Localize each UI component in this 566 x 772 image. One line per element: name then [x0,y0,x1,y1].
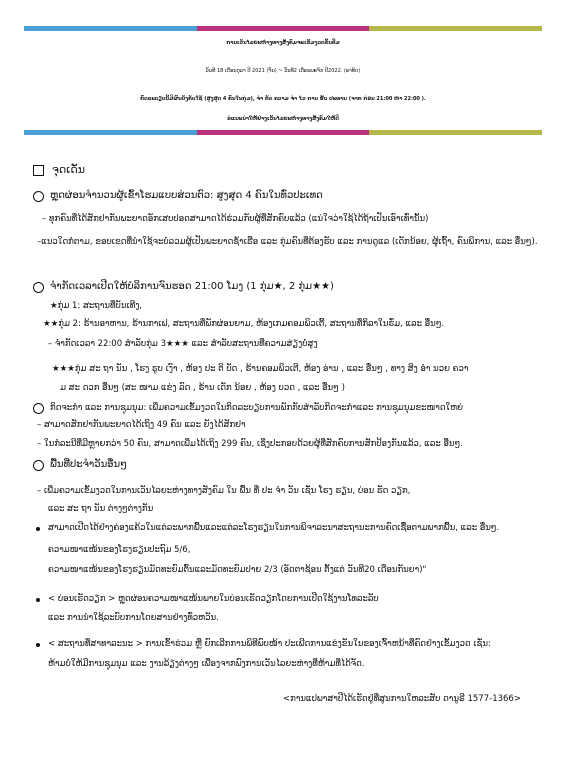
item4-line-d1: < ສະຖານທີ່ສາທາລະນະ > ການເຂົ້າຮ່ວມ ຫຼື ຍົກເລີກການພິທີພົບໜ້າ ປະເພີດການແຂ່ງຂັນໃນຂອງເຈົ້າຫນ້າທີ່ຄົດຢ່າງເຂັ້ມງວດ ເຊັ່ນ: [48,639,491,649]
bottom-color-bar [24,130,542,135]
bottom-bar-magenta [197,130,370,135]
item4-line-a1: – ເພີ່ມຄວາມເຂັ້ມງວດໃນການເວັນໄລຍະຫ່າງທາງສັງຄົມ ໃນ ພື້ນ ທີ່ ປະ ຈຳ ວັນ ເຊັ່ນ ໂຮງ ຮຽນ, ບ່ອນ ຮັດ ວຽກ, [37,486,411,496]
bullet-dot-icon [36,527,40,531]
page-title: ການເວັນໄລຍະຫ່າງທາງສັງຄົມຈະເຂັ້ມງວດຂຶ້ນຕື່ມ [226,40,340,46]
bullet-circle-icon [33,403,44,414]
item4-line-b3: ຄວາມໜາແໜ້ນຂອງໂຮງຮຽນມັດທະຍົມຕົ້ນແລະມັດທະຍົມປາຍ 2/3 (ອັດຕາຊ້ອນ ຕັ້ງແຕ່ ວັນທີ20 ເດືອນກັນຍາ)" [48,565,427,575]
item2-group2: ★★ກຸ່ມ 2: ຮ້ານອາຫານ, ຮ້ານກາເຟ, ສະຖານທີ່ພັກຜ່ອນຍາມ, ຫ້ອງເກມຄອມພິວເຕີ້, ສະຖານທີ່ກິລາໃນຮົ່ມ, ແລະ ອື່ນໆ. [43,319,445,329]
item4-line-c2: ແລະ ການນຳໃຊ້ລະບົບການໂດຍສານຢ່າງທົ່ວຫວັນ. [48,613,219,623]
item2-group1: ★ກຸ່ມ 1: ສະຖານທີ່ບັນເທີງ, [50,301,143,311]
item1-note1: – ທຸກຄົນທີ່ໄດ້ສັກຢາກັນພະຍາດອັກເສບປອດສາມາດໄດ້ຮ່ວມກັບຜູ້ທີ່ສັກຄົບແລ້ວ (ແນ່ໃຈວ່າໃຊ້ໄດ້ຖ້າເປັນເອົາເທົ່ານັ້ນ) [42,214,429,224]
bullet-dot-icon [36,598,40,602]
item1-note2: –ແນວໃດກໍຕາມ, ຂອບເຂດທີ່ນຳໃຊ້ຈະບໍ່ລວມຜູ້ເປັນພະຍາດຊ້ຳເຮືອ ແລະ ກຸ່ມຄົນທີ່ຕ້ອງຮັບ ແລະ ການດູແລ (ເດັກນ້ອຍ, ຜູ້ເຖົ້າ, ຄົນພິການ, ແລະ ອື່ນໆ). [37,237,538,247]
item4-line-c1: < ບ່ອນເຮັດວຽກ > ຫຼຸດຜ່ອນຄວາມໜາແໜ້ນພາຍໃນບ່ອນເຮັດວຽກໂດຍການເປີດໃຊ້ງານໂທລະລັບ [48,594,379,604]
item3-note1: – ສາມາດສັກຢາກັນພະຍາດໄດ້ເຖິງ 49 ຄົນ ແລະ ຍັງໄດ້ສັກຢາ [37,420,246,430]
item3-title: ກິດຈະກຳ ແລະ ການຊຸມນຸມ: ເພີ່ມຄວາມເຂັ້ມງວດໃນກິດລະບຽບການພັກກັບສຳລັບກິດຈະກຳແລະ ການຊຸມນຸມຂະໜາດໃຫຍ່ [50,403,463,413]
top-color-bar [24,26,542,31]
top-bar-blue [24,26,197,31]
bullet-dot-icon [36,643,40,647]
item4-line-d2: ຫ້າມບໍ່ໃຫ້ມີການຊຸມນຸມ ແລະ ງານລ້ຽງຕ່າງໆ ເພື່ອງຈາກພົງການເວັນໄລຍະຫ່າງທີ່ຫ້າມທີ່ໄດ້ຈັດ. [48,659,365,669]
item2-group5: ມ ສະ ດວກ ອື່ນໆ (ສະ ໜາມ ແຂ່ງ ລົດ , ຮ້ານ ເດັກ ນ້ອຍ , ຫ້ອງ ບວດ , ແລະ ອື່ນໆ ) [60,383,345,393]
item4-line-b2: ຄວາມໜາແໜ້ນຂອງໂຮງຮຽນປະຖົມ 5/6, [48,545,191,555]
date-range: ວັນທີ 18 ເດືອນຕຸລາ ປີ 2021 (ຈັນ) ~ ວັນທີ2 ເດືອນພະຈິກ ປີ2022. (ອາທິດ) [205,68,361,74]
bottom-bar-olive [369,130,542,135]
item4-line-b1: ສາມາດເປີດໄດ້ຢ່າງຄ່ອງແຄ້ວໃນແຕ່ລະພາກພື້ນແລະແຕ່ລະໂຮງຮຽນໃນການພິຈາລະນາສະຖານະການຄົດເຊື້ອຕາມພາກພື້ນ, ແລະ ອື່ນໆ. [48,523,500,533]
item2-title: ຈຳກັດເວລາເປີດໃຫ້ບໍລິການຈົນຮອດ 21:00 ໂມງ (1 ກຸ່ມ★, 2 ກຸ່ມ★★) [50,281,334,292]
subtitle-advice: ຂໍແນະນຳໃຫ້ຢ່າງເວັ້ນໄລຍະຫ່າງທາງສັງຄົມໃຫ້ດີ [227,116,339,122]
item3-note2: – ໃນກໍລະນີທີ່ມີຫຼາຍກວ່າ 50 ຄົນ, ສາມາດເພີ່ມໄດ້ເຖິງ 299 ຄົນ, ເຊິ່ງປະກອບດ້ວຍຜູ້ທີ່ສັກຄົບການສັກປ້ອງກັນແລ້ວ, ແລະ ອື່ນໆ. [37,439,463,449]
top-bar-magenta [197,26,370,31]
item2-group3: – ຈຳກັດເວລາ 22:00 ສຳລັບກຸ່ມ 3★★★ ແລະ ສຳລັບສະຖານທີ່ຄວາມສ່ຽງບໍ່ສູງ [48,339,318,349]
item4-title: ພື້ນທີ່ປະຈຳວັນອື່ນໆ [50,459,127,470]
bottom-bar-blue [24,130,197,135]
footer-note: <ການແປພາສາປີໄດ້ເຮັດຢູ່ທີ່ສູນການໃຫລະສັບ ດານູຣີ 1577-1366> [283,694,521,704]
checkbox-square-icon [33,165,44,176]
bullet-circle-icon [33,282,44,293]
item4-line-a2: ແລະ ສະ ຖາ ນັນ ຕ່າງໆຕ່າງກັນ [48,504,154,514]
item1-title: ຫຼຸດຜ່ອນຈຳນວນຜູ້ເຂົ້າໂຮມແບບສ່ວນຕົວ: ສູງສຸດ 4 ຄົນໃນທົ່ວປະເທດ [50,190,323,201]
subtitle-rules: ກົດລະບຽບນີ້ມີຜົນບັງຄັບໃຊ້ (ສູງສຸດ 4 ຄົນໃນກຸ່ມ), ຈຳ ກັດ ຄວາມ ຈຳ ໄວ ການ ຮັບ ປະທານ (ຈາກ ກ່ອນ 21:00 ຫາ 22:00 ). [140,96,426,102]
bullet-circle-icon [33,460,44,471]
item2-group4: ★★★ກຸ່ມ ສະ ຖາ ນັນ , ໂຮງ ຮູບ ເງົາ , ຫ້ອງ ປະ ຕິ ບັດ , ຮ້ານຄອມພິວເຕີ, ຫ້ອງ ອ່ານ , ແລະ ອື່ນໆ , ທາງ ສິງ ອໍາ ນວຍ ຄວາ [52,364,469,374]
bullet-circle-icon [33,191,44,202]
top-bar-olive [369,26,542,31]
section-heading: ຈຸດເດັ່ນ [52,163,86,176]
